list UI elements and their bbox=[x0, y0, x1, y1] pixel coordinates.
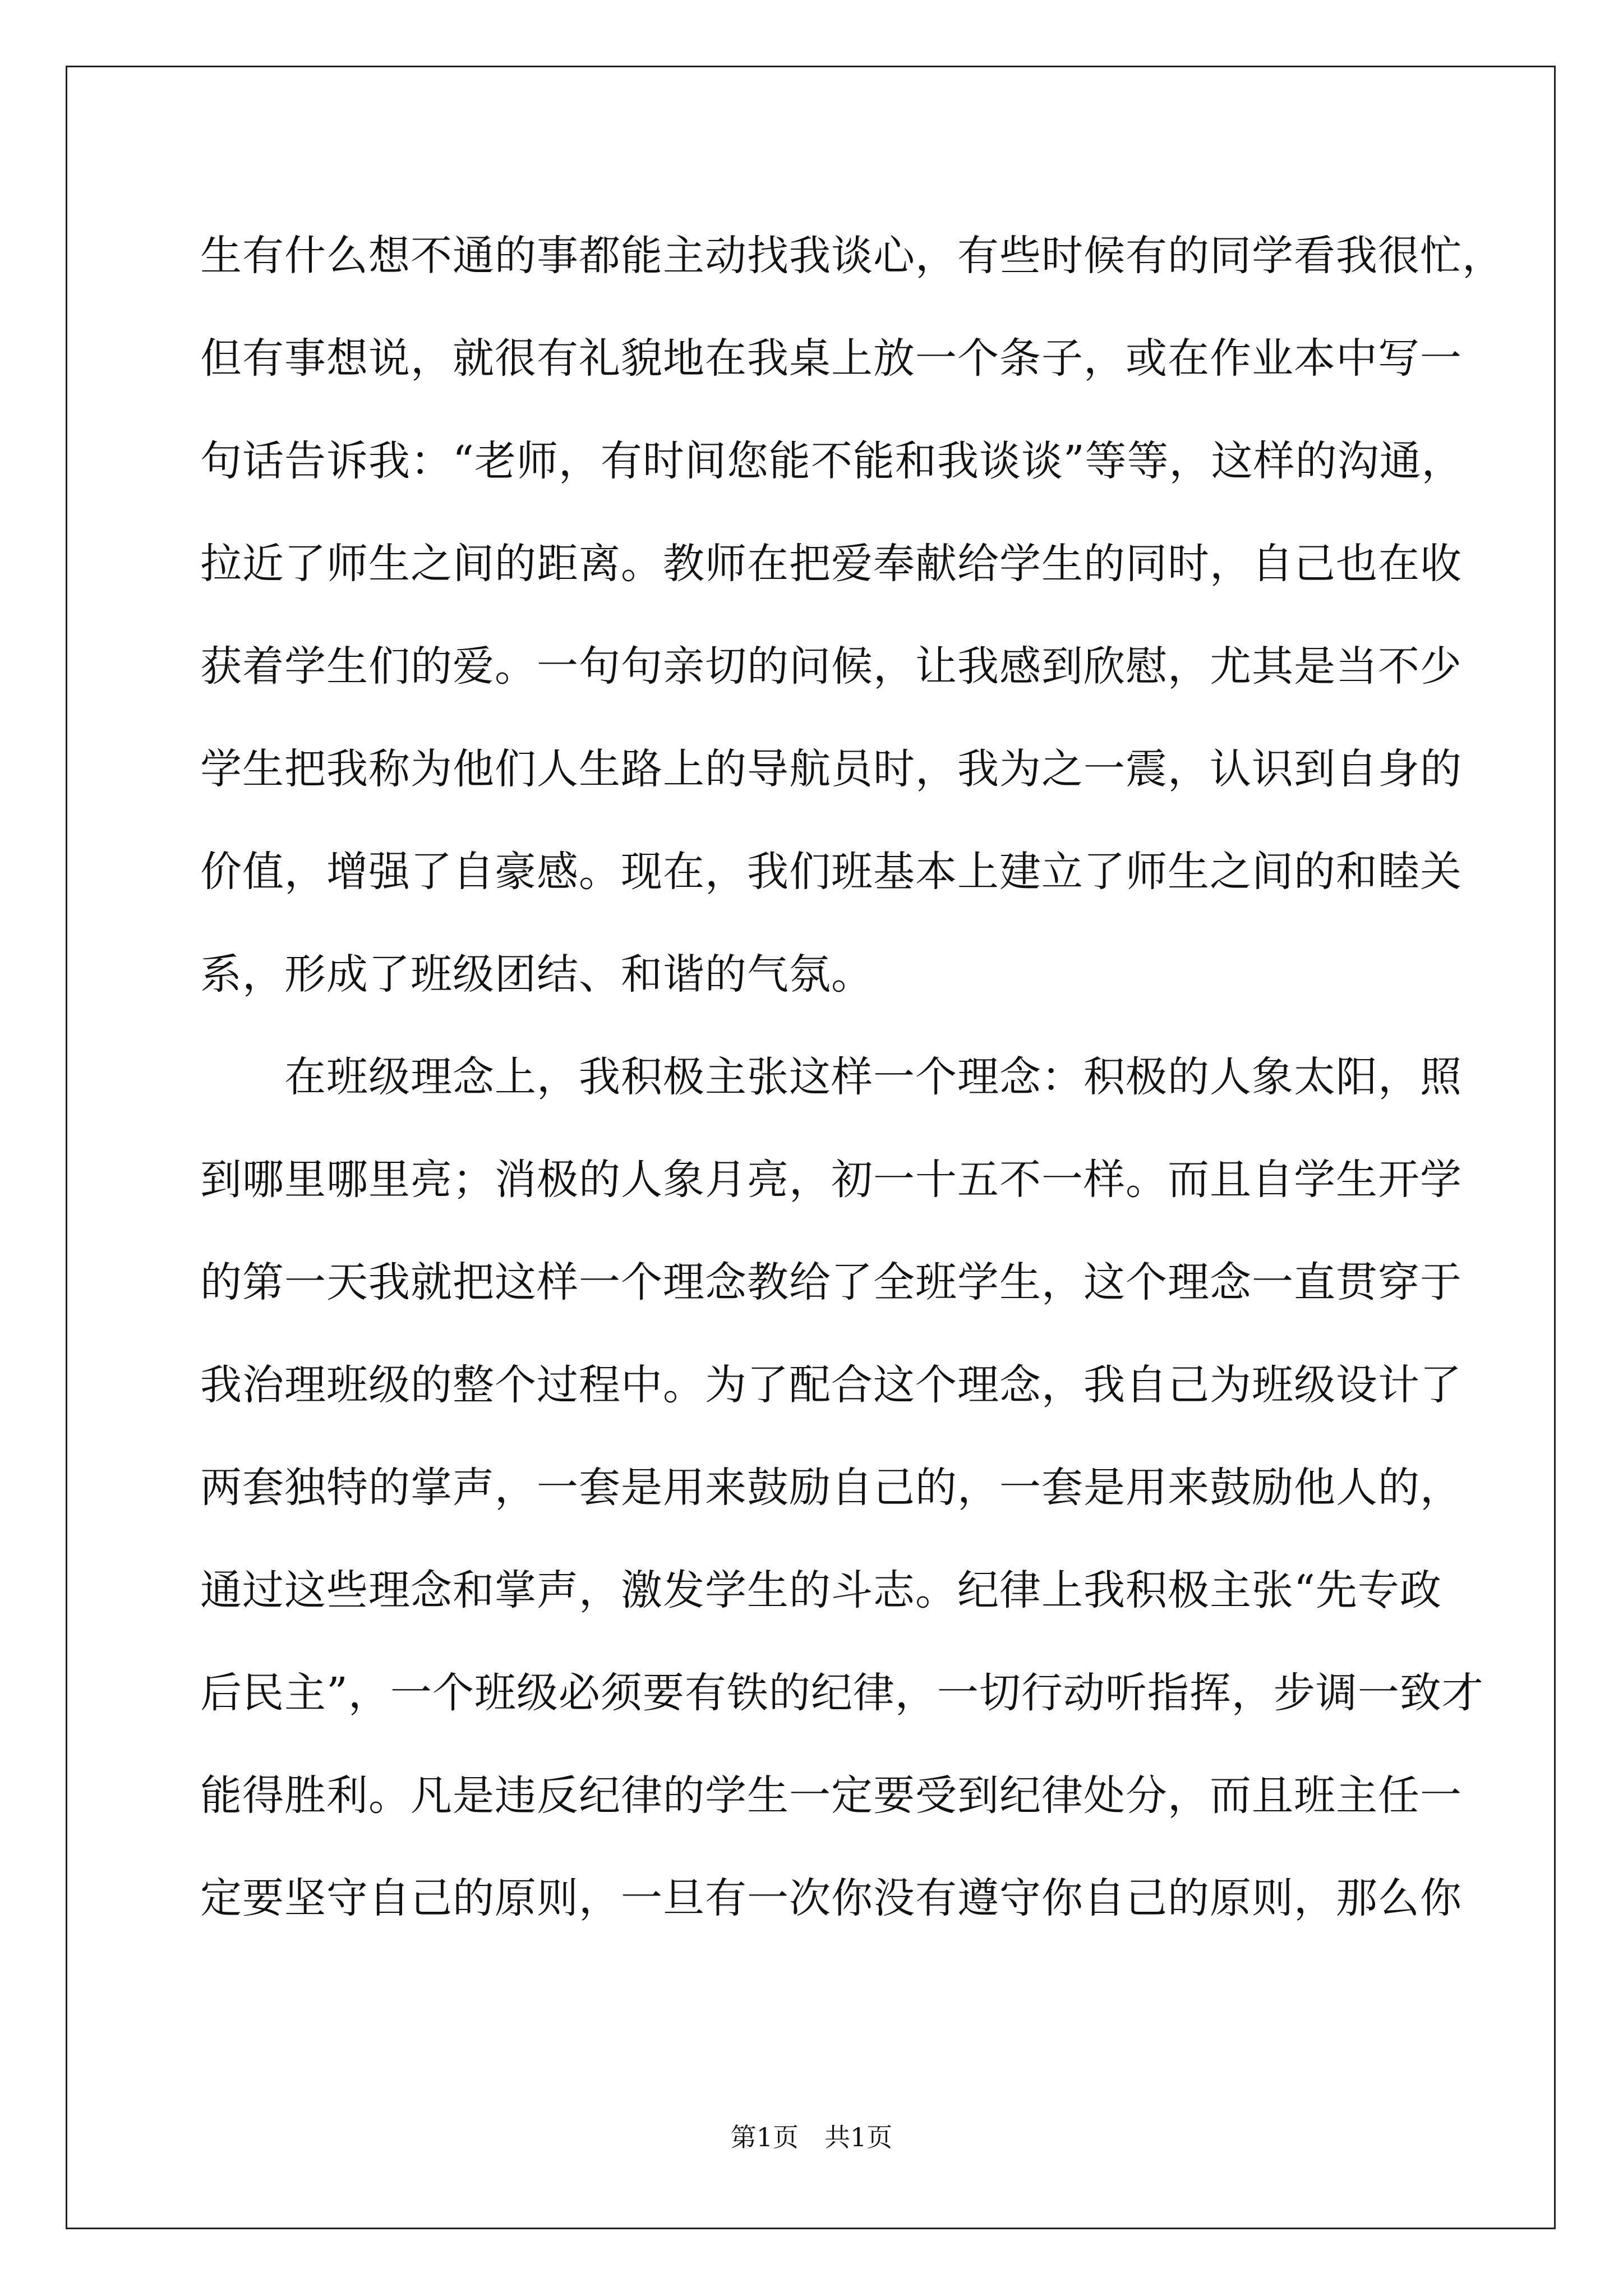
text-line: 生有什么想不通的事都能主动找我谈心，有些时候有的同学看我很忙， bbox=[200, 232, 1504, 280]
text-line: 拉近了师生之间的距离。教师在把爱奉献给学生的同时，自己也在收 bbox=[200, 540, 1462, 588]
page-footer bbox=[0, 2120, 1623, 2154]
text-line: 我治理班级的整个过程中。为了配合这个理念，我自己为班级设计了 bbox=[200, 1361, 1462, 1409]
text-line: 句话告诉我：“老师，有时间您能不能和我谈谈”等等，这样的沟通， bbox=[200, 437, 1464, 485]
text-line: 系，形成了班级团结、和谐的气氛。 bbox=[200, 950, 873, 999]
text-line: 后民主”，一个班级必须要有铁的纪律，一切行动听指挥，步调一致才 bbox=[200, 1669, 1484, 1717]
text-line: 到哪里哪里亮；消极的人象月亮，初一十五不一样。而且自学生开学 bbox=[200, 1156, 1462, 1204]
text-line: 但有事想说，就很有礼貌地在我桌上放一个条子，或在作业本中写一 bbox=[200, 334, 1462, 383]
page-number: 第1页 共1页 bbox=[730, 2122, 893, 2152]
text-line: 的第一天我就把这样一个理念教给了全班学生，这个理念一直贯穿于 bbox=[200, 1258, 1462, 1306]
text-line: 获着学生们的爱。一句句亲切的问候，让我感到欣慰，尤其是当不少 bbox=[200, 642, 1462, 691]
text-line: 能得胜利。凡是违反纪律的学生一定要受到纪律处分，而且班主任一 bbox=[200, 1772, 1462, 1820]
text-line: 学生把我称为他们人生路上的导航员时，我为之一震，认识到自身的 bbox=[200, 745, 1462, 793]
text-line: 两套独特的掌声，一套是用来鼓励自己的，一套是用来鼓励他人的， bbox=[200, 1464, 1462, 1512]
body-text bbox=[200, 205, 1504, 1950]
text-line: 定要坚守自己的原则，一旦有一次你没有遵守你自己的原则，那么你 bbox=[200, 1874, 1462, 1922]
text-line: 价值，增强了自豪感。现在，我们班基本上建立了师生之间的和睦关 bbox=[200, 848, 1462, 896]
text-line: 通过这些理念和掌声，激发学生的斗志。纪律上我积极主张“先专政 bbox=[200, 1566, 1442, 1614]
text-line: 在班级理念上，我积极主张这样一个理念：积极的人象太阳，照 bbox=[200, 1053, 1462, 1101]
